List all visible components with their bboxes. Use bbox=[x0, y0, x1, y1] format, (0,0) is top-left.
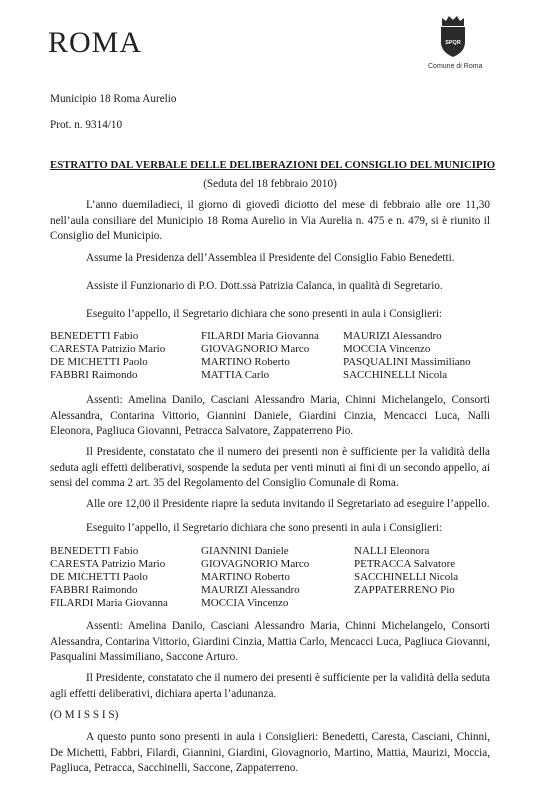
final-present-paragraph: A questo punto sono presenti in aula i Consiglieri: Benedetti, Caresta, Casciani, Chinni, De Michetti, Fabbri, Filardi, Giannini, Giardini, Giovagnorio, Martino, Mattia, Maurizi, Moccia, Pagliuca, Petracca, Sacchinelli, Saccone, Zappaterreno. bbox=[50, 731, 490, 775]
councillor-name: MOCCIA Vincenzo bbox=[343, 343, 431, 355]
councillor-name: PASQUALINI Massimiliano bbox=[343, 356, 471, 368]
omissis-marker: (O M I S S I S) bbox=[50, 709, 119, 721]
councillor-name: FILARDI Maria Giovanna bbox=[201, 330, 319, 342]
document-title: ESTRATTO DAL VERBALE DELLE DELIBERAZIONI DEL CONSIGLIO DEL MUNICIPIO bbox=[50, 159, 496, 171]
councillor-name: MAURIZI Alessandro bbox=[343, 330, 442, 342]
councillor-name: BENEDETTI Fabio bbox=[50, 545, 139, 557]
reopening-paragraph: Alle ore 12,00 il Presidente riapre la seduta invitando il Segretariato ad eseguire l’appello. bbox=[86, 498, 490, 510]
councillor-name: MATTIA Carlo bbox=[201, 369, 270, 381]
comune-di-roma-label: Comune di Roma bbox=[428, 63, 483, 70]
councillor-name: SACCHINELLI Nicola bbox=[354, 571, 459, 583]
councillor-name: ZAPPATERRENO Pio bbox=[354, 584, 455, 596]
roll-call-paragraph-2: Eseguito l’appello, il Segretario dichiara che sono presenti in aula i Consiglieri: bbox=[86, 522, 443, 534]
roma-emblem-icon bbox=[438, 14, 468, 58]
councillor-name: CARESTA Patrizio Mario bbox=[50, 343, 166, 355]
councillor-name: FABBRI Raimondo bbox=[50, 584, 138, 596]
councillor-name: DE MICHETTI Paolo bbox=[50, 571, 148, 583]
municipio-line: Municipio 18 Roma Aurelio bbox=[50, 93, 177, 105]
presidency-paragraph: Assume la Presidenza dell’Assemblea il Presidente del Consiglio Fabio Benedetti. bbox=[86, 252, 455, 264]
roma-logo-text: ROMA bbox=[48, 26, 143, 59]
roll-call-paragraph-1: Eseguito l’appello, il Segretario dichiara che sono presenti in aula i Consiglieri: bbox=[86, 308, 443, 320]
absent-paragraph-2: Assenti: Amelina Danilo, Casciani Alessandro Maria, Chinni Michelangelo, Consorti Alessandra, Contarina Vittorio, Giardini Cinzia, Mattia Carlo, Mencacci Luca, Pagliuca Giovanni, Pasqualini Massimiliano, Saccone Arturo. bbox=[50, 620, 490, 664]
councillor-name: PETRACCA Salvatore bbox=[354, 558, 456, 570]
councillor-name: CARESTA Patrizio Mario bbox=[50, 558, 166, 570]
councillor-name: GIOVAGNORIO Marco bbox=[201, 558, 310, 570]
councillor-name: NALLI Eleonora bbox=[354, 545, 430, 557]
present-list-2 bbox=[50, 545, 500, 613]
present-list-2-col-1 bbox=[50, 545, 168, 610]
quorum-paragraph: Il Presidente, constatato che il numero dei presenti è sufficiente per la validità della seduta agli effetti deliberativi, dichiara aperta l’adunanza. bbox=[50, 672, 490, 700]
absent-paragraph-1: Assenti: Amelina Danilo, Casciani Alessandro Maria, Chinni Michelangelo, Consorti Alessandra, Contarina Vittorio, Giannini Daniele, Giardini Cinzia, Mencacci Luca, Nalli Eleonora, Pagliuca Giovanni, Petracca Salvatore, Zappaterreno Pio. bbox=[50, 394, 490, 438]
svg-text:SPQR: SPQR bbox=[445, 40, 461, 46]
present-list-2-col-3 bbox=[354, 545, 458, 597]
councillor-name: BENEDETTI Fabio bbox=[50, 330, 139, 342]
present-list-1-col-1 bbox=[50, 330, 165, 382]
present-list-1-col-3 bbox=[343, 330, 471, 382]
councillor-name: MARTINO Roberto bbox=[201, 571, 290, 583]
councillor-name: MAURIZI Alessandro bbox=[201, 584, 300, 596]
present-list-1 bbox=[50, 330, 500, 386]
present-list-1-col-2 bbox=[201, 330, 319, 382]
session-date: (Seduta del 18 febbraio 2010) bbox=[203, 178, 337, 190]
councillor-name: MOCCIA Vincenzo bbox=[201, 597, 289, 609]
councillor-name: DE MICHETTI Paolo bbox=[50, 356, 148, 368]
councillor-name: GIOVAGNORIO Marco bbox=[201, 343, 310, 355]
suspension-paragraph: Il Presidente, constatato che il numero dei presenti non è sufficiente per la validità della seduta agli effetti deliberativi, sospende la seduta per venti minuti ai fini di un secondo appello, ai sensi del comma 2 art. 35 del Regolamento del Consiglio Comunale di Roma. bbox=[50, 446, 490, 490]
councillor-name: FILARDI Maria Giovanna bbox=[50, 597, 168, 609]
councillor-name: GIANNINI Daniele bbox=[201, 545, 289, 557]
councillor-name: MARTINO Roberto bbox=[201, 356, 290, 368]
councillor-name: FABBRI Raimondo bbox=[50, 369, 138, 381]
secretary-paragraph: Assiste il Funzionario di P.O. Dott.ssa Patrizia Calanca, in qualità di Segretario. bbox=[86, 280, 443, 292]
councillor-name: SACCHINELLI Nicola bbox=[343, 369, 448, 381]
opening-paragraph: L’anno duemiladieci, il giorno di giovedì diciotto del mese di febbraio alle ore 11,30 nell’aula consiliare del Municipio 18 Roma Aurelio in Via Aurelia n. 475 e n. 479, si è riunito il Consiglio del Municipio. bbox=[50, 199, 490, 243]
present-list-2-col-2 bbox=[201, 545, 309, 610]
protocol-number: Prot. n. 9314/10 bbox=[50, 119, 123, 131]
